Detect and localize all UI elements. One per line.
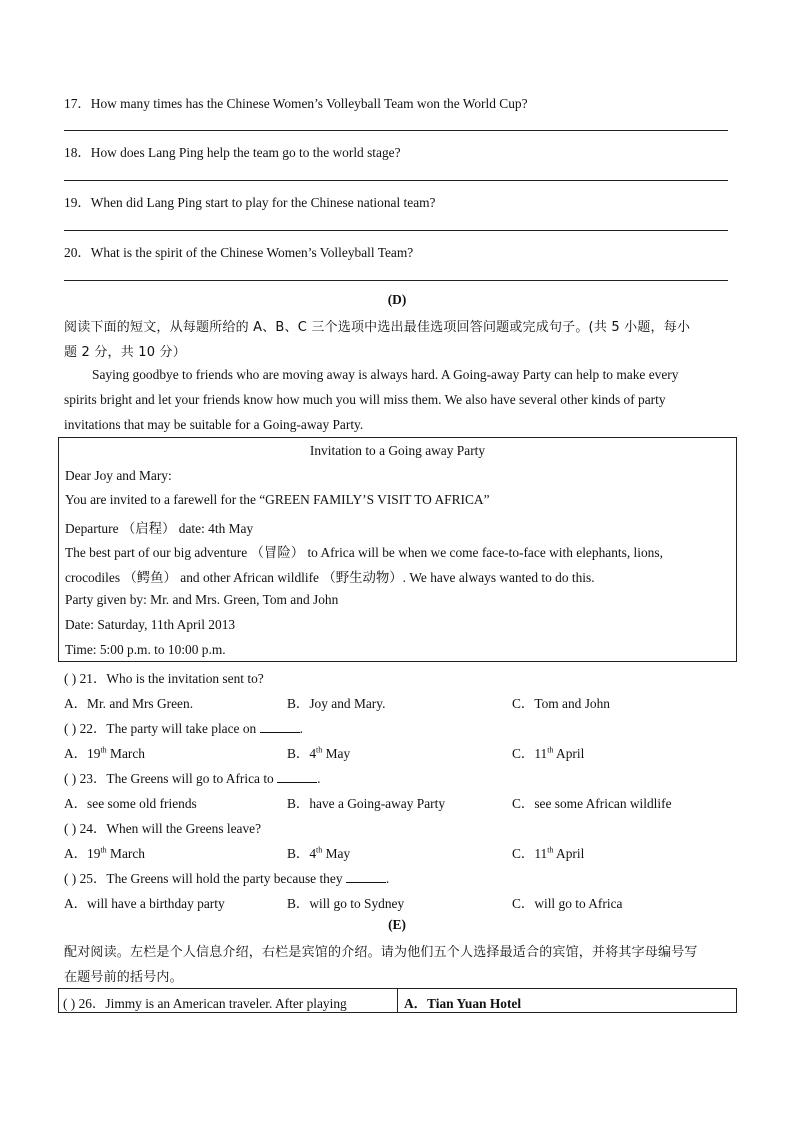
answer-line-20[interactable] (64, 280, 728, 281)
option-25-c[interactable]: C．will go to Africa (512, 896, 623, 911)
option-22-a[interactable]: A．19th March (64, 745, 145, 761)
option-23-b[interactable]: B．have a Going-away Party (287, 796, 446, 811)
invitation-host: Party given by: Mr. and Mrs. Green, Tom and John (65, 592, 339, 607)
invitation-date: Date: Saturday, 11th April 2013 (65, 617, 236, 632)
answer-line-18[interactable] (64, 180, 728, 181)
option-22-b[interactable]: B．4th May (287, 745, 351, 761)
section-d-instruction-line1: 阅读下面的短文，从每题所给的 A、B、C 三个选项中选出最佳选项回答问题或完成句子。(共 5 小题，每小 (64, 320, 691, 335)
option-25-b[interactable]: B．will go to Sydney (287, 896, 405, 911)
passage-line-1: Saying goodbye to friends who are moving away is always hard. A Going-away Party can help to make every (92, 367, 679, 382)
matching-right-cell: A．Tian Yuan Hotel (404, 996, 522, 1011)
invitation-line: The best part of our big adventure （冒险） to Africa will be when we come face-to-face with elephants, lions, (65, 545, 663, 560)
fill-blank[interactable] (346, 870, 386, 883)
invitation-departure: Departure （启程） date: 4th May (65, 521, 254, 536)
question-17: 17．How many times has the Chinese Women’s Volleyball Team won the World Cup? (64, 96, 528, 111)
invitation-greeting: Dear Joy and Mary: (65, 468, 172, 483)
option-24-a[interactable]: A．19th March (64, 845, 145, 861)
question-19: 19．When did Lang Ping start to play for the Chinese national team? (64, 195, 436, 210)
section-e-instruction-line2: 在题号前的括号内。 (64, 970, 183, 985)
table-divider (397, 989, 398, 1012)
option-22-c[interactable]: C．11th April (512, 745, 585, 761)
answer-line-17[interactable] (64, 130, 728, 131)
invitation-box (58, 437, 737, 662)
question-21: ( ) 21．Who is the invitation sent to? (64, 671, 264, 686)
matching-left-cell: ( ) 26．Jimmy is an American traveler. After playing (63, 996, 347, 1011)
section-e-heading: (E) (388, 917, 406, 932)
answer-line-19[interactable] (64, 230, 728, 231)
question-20: 20．What is the spirit of the Chinese Women’s Volleyball Team? (64, 245, 414, 260)
question-22: ( ) 22．The party will take place on . (64, 721, 303, 736)
question-23: ( ) 23．The Greens will go to Africa to . (64, 771, 321, 786)
matching-table (58, 988, 737, 1013)
option-24-b[interactable]: B．4th May (287, 845, 351, 861)
section-d-instruction-line2: 题 2 分，共 10 分） (64, 345, 186, 360)
question-24: ( ) 24．When will the Greens leave? (64, 821, 262, 836)
option-25-a[interactable]: A．will have a birthday party (64, 896, 225, 911)
invitation-line: crocodiles （鳄鱼） and other African wildlife （野生动物）. We have always wanted to do this. (65, 570, 595, 585)
invitation-title: Invitation to a Going away Party (309, 443, 486, 458)
invitation-time: Time: 5:00 p.m. to 10:00 p.m. (65, 642, 226, 657)
question-18: 18．How does Lang Ping help the team go to the world stage? (64, 145, 401, 160)
section-e-instruction-line1: 配对阅读。左栏是个人信息介绍，右栏是宾馆的介绍。请为他们五个人选择最适合的宾馆，并将其字母编号写 (64, 945, 698, 960)
option-24-c[interactable]: C．11th April (512, 845, 585, 861)
passage-line-3: invitations that may be suitable for a Going-away Party. (64, 417, 364, 432)
question-25: ( ) 25．The Greens will hold the party because they . (64, 871, 390, 886)
invitation-line: You are invited to a farewell for the “GREEN FAMILY’S VISIT TO AFRICA” (65, 492, 490, 507)
option-21-a[interactable]: A．Mr. and Mrs Green. (64, 696, 194, 711)
passage-line-2: spirits bright and let your friends know how much you will miss them. We also have several other kinds of party (64, 392, 666, 407)
fill-blank[interactable] (260, 720, 300, 733)
option-23-a[interactable]: A．see some old friends (64, 796, 197, 811)
option-23-c[interactable]: C．see some African wildlife (512, 796, 672, 811)
section-d-heading: (D) (387, 292, 407, 307)
fill-blank[interactable] (277, 770, 317, 783)
option-21-c[interactable]: C．Tom and John (512, 696, 611, 711)
option-21-b[interactable]: B．Joy and Mary. (287, 696, 386, 711)
